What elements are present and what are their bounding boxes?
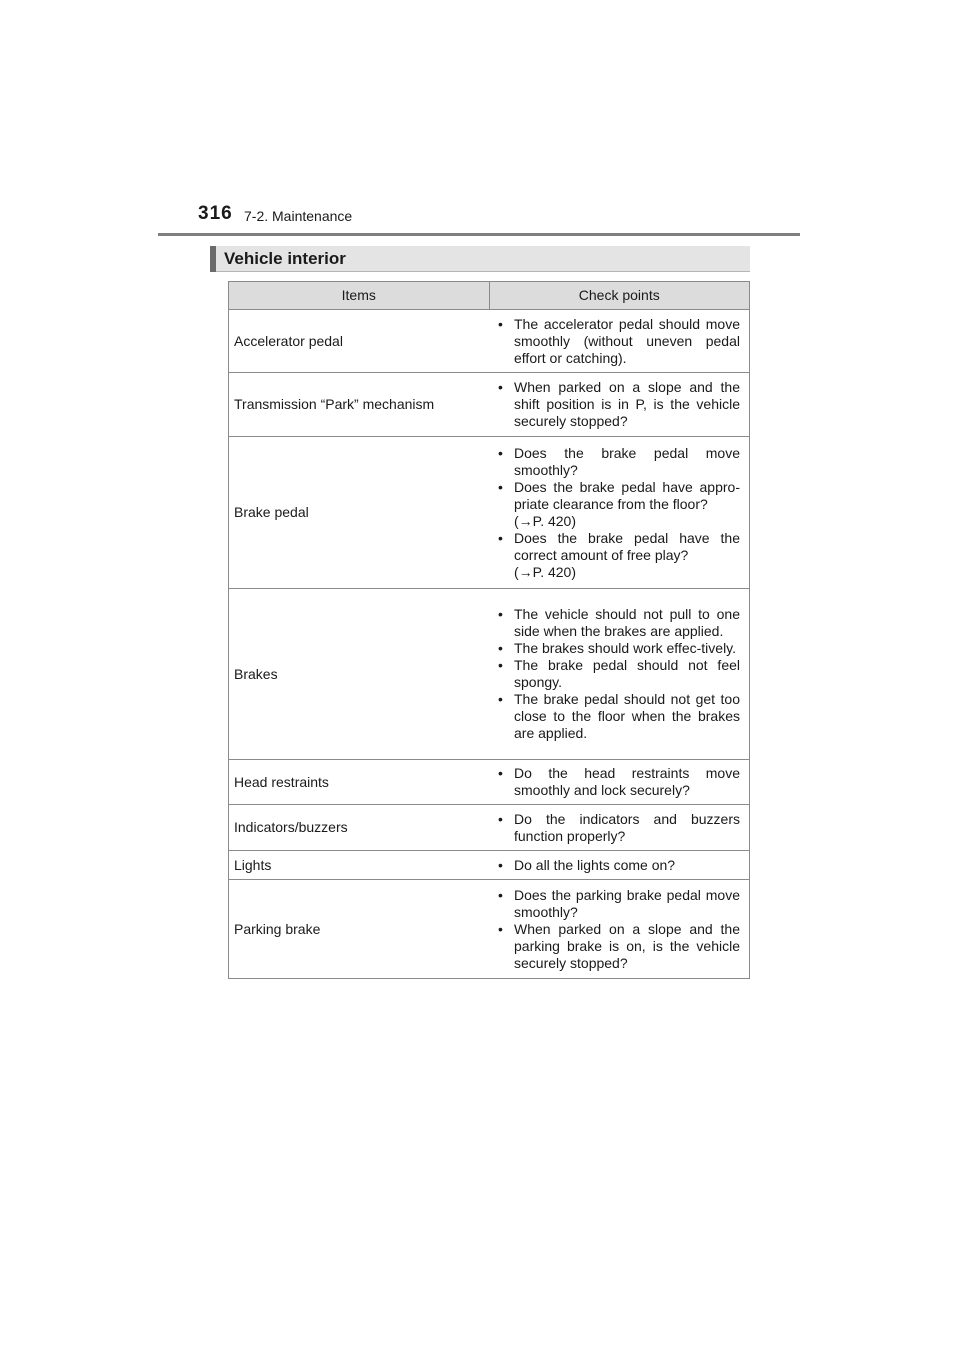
check-point: • Do the indicators and buzzers function properly? (498, 811, 740, 845)
check-point (498, 479, 740, 530)
check-points-cell (489, 437, 750, 589)
check-point-text: Does the brake pedal have the correct amount of free play? (514, 529, 740, 563)
check-point: • The accelerator pedal should move smoothly (without uneven pedal effort or catching). (498, 316, 740, 367)
item-cell: Head restraints (229, 760, 490, 805)
check-points-cell (489, 760, 750, 805)
check-points-cell (489, 310, 750, 373)
section-heading-bar (210, 246, 216, 272)
section-heading (210, 246, 750, 272)
check-point: • The brake pedal should not get too close to the floor when the brakes are applied. (498, 691, 740, 742)
check-point: • The vehicle should not pull to one side when the brakes are applied. (498, 606, 740, 640)
header-rule (158, 233, 800, 236)
check-points-cell (489, 373, 750, 437)
check-points-cell (489, 851, 750, 880)
item-cell: Brake pedal (229, 437, 490, 589)
check-point: • When parked on a slope and the parking brake is on, is the vehicle securely stopped? (498, 921, 740, 972)
check-point: • Does the brake pedal move smoothly? (498, 445, 740, 479)
item-cell: Accelerator pedal (229, 310, 490, 373)
table-row (229, 373, 750, 437)
page-number: 316 (198, 203, 233, 224)
check-point (498, 530, 740, 581)
table-row (229, 851, 750, 880)
table-row (229, 437, 750, 589)
check-points-cell (489, 805, 750, 851)
page-reference[interactable]: (→P. 420) (514, 512, 576, 529)
check-point: • The brakes should work effec-tively. (498, 640, 740, 657)
page-reference[interactable]: (→P. 420) (514, 563, 576, 580)
check-points-cell (489, 880, 750, 979)
item-cell: Parking brake (229, 880, 490, 979)
section-path: 7-2. Maintenance (244, 208, 353, 224)
check-point-text: Does the brake pedal have appro-priate clearance from the floor? (514, 478, 740, 512)
table-header-row (229, 282, 750, 310)
check-point: • Does the parking brake pedal move smoothly? (498, 887, 740, 921)
item-cell: Indicators/buzzers (229, 805, 490, 851)
check-points-cell (489, 589, 750, 760)
table-row (229, 760, 750, 805)
check-point: • When parked on a slope and the shift position is in P, is the vehicle securely stopped? (498, 379, 740, 430)
table-row (229, 589, 750, 760)
table-row (229, 310, 750, 373)
column-header-items: Items (229, 282, 490, 310)
item-cell: Brakes (229, 589, 490, 760)
check-point: • The brake pedal should not feel spongy. (498, 657, 740, 691)
table-row (229, 805, 750, 851)
item-cell: Lights (229, 851, 490, 880)
table-row (229, 880, 750, 979)
item-cell: Transmission “Park” mechanism (229, 373, 490, 437)
checklist-table (228, 281, 750, 979)
column-header-check-points: Check points (489, 282, 750, 310)
section-title: Vehicle interior (224, 249, 346, 268)
check-point: • Do the head restraints move smoothly and lock securely? (498, 765, 740, 799)
check-point: • Do all the lights come on? (498, 857, 740, 874)
